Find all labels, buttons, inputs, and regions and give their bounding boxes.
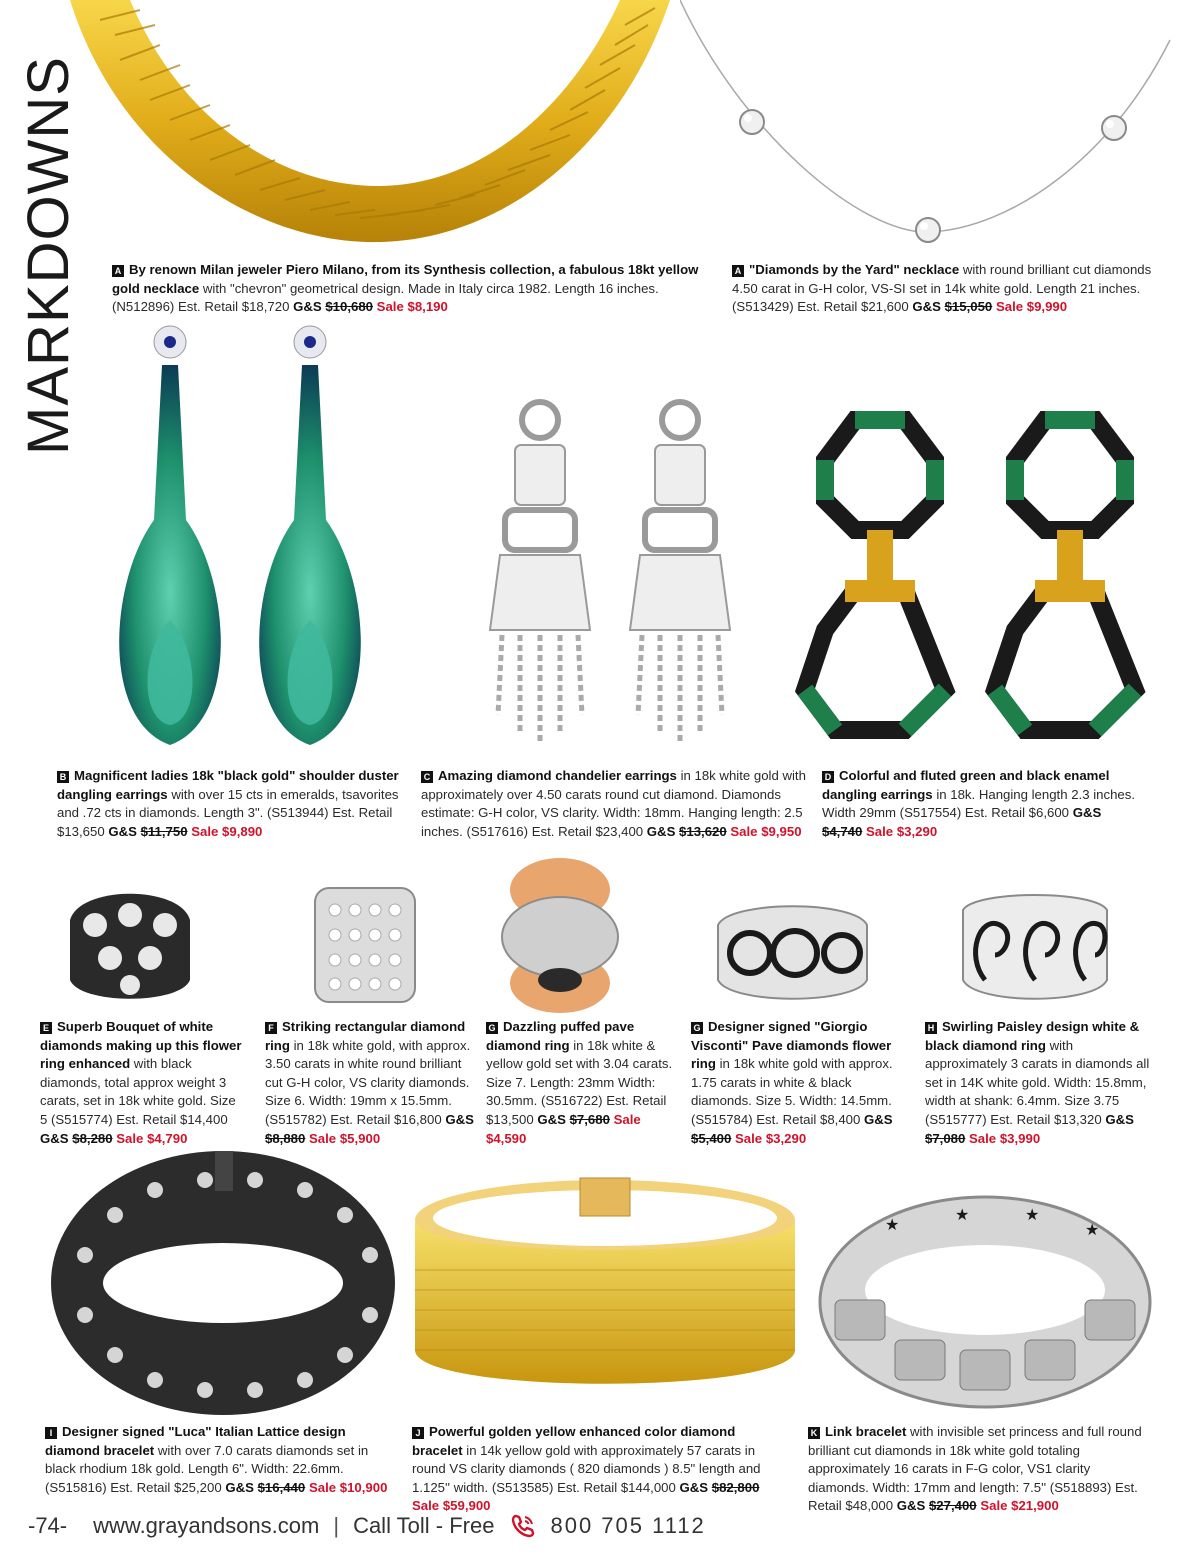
- gs-price: $5,400: [691, 1130, 732, 1146]
- caption-item-a1: [112, 261, 712, 317]
- sale-label: Sale: [116, 1130, 144, 1146]
- gold-chevron-necklace-image: [60, 0, 680, 250]
- sale-price: $3,290: [765, 1130, 807, 1146]
- sale-label: Sale: [376, 299, 404, 315]
- luca-lattice-bracelet-image: [45, 1145, 400, 1420]
- caption-letter: J: [412, 1427, 424, 1439]
- gs-label: G&S: [896, 1498, 926, 1514]
- caption-item-i: [45, 1423, 390, 1497]
- sale-price: $9,950: [761, 823, 802, 839]
- caption-letter: G: [486, 1022, 498, 1034]
- gs-label: G&S: [40, 1130, 69, 1146]
- sale-label: Sale: [995, 299, 1024, 315]
- call-toll-free-label: Call Toll - Free: [353, 1513, 495, 1538]
- gs-price: $10,680: [325, 299, 373, 315]
- gs-label: G&S: [646, 823, 676, 839]
- caption-letter: E: [40, 1022, 52, 1034]
- flower-ring-image: [60, 880, 200, 1010]
- sale-price: $3,990: [999, 1130, 1041, 1146]
- caption-desc: with approximately 3 carats in diamonds all set in 14K white gold. Width: 15.8mm, width at shank: 6.4mm. Size 3.75 (S515777) Est. Retail $13,320: [925, 1037, 1150, 1127]
- caption-name: Link bracelet: [825, 1424, 907, 1439]
- sale-label: Sale: [730, 823, 758, 839]
- caption-letter: I: [45, 1427, 57, 1439]
- caption-item-b: [57, 767, 402, 841]
- website-link[interactable]: www.grayandsons.com: [93, 1513, 320, 1538]
- caption-letter: H: [925, 1022, 937, 1034]
- phone-number[interactable]: 800 705 1112: [550, 1513, 706, 1538]
- rectangular-diamond-ring-image: [290, 880, 440, 1010]
- caption-desc: with invisible set princess and full round brilliant cut diamonds in 18k white gold totaling approximately 16 carats in F-G color, VS1 clarity diamonds. Width: 17mm and length: 7.5'' (S518893) Est. Retail $48,000: [808, 1424, 1142, 1514]
- gs-label: G&S: [864, 1111, 893, 1127]
- gs-label: G&S: [1105, 1111, 1134, 1127]
- caption-desc: with over 15 cts in emeralds, tsavorites and .72 cts in diamonds. Length 3". (S513944) Est. Retail $13,650: [57, 786, 399, 839]
- gs-price: $13,620: [679, 823, 727, 839]
- gs-label: G&S: [537, 1111, 566, 1127]
- caption-name: "Diamonds by the Yard" necklace: [749, 262, 960, 277]
- green-black-enamel-earrings-image: [795, 400, 1175, 760]
- caption-letter: F: [265, 1022, 277, 1034]
- puffed-pave-diamond-ring-image: [495, 855, 625, 1015]
- caption-desc: with "chevron" geometrical design. Made in Italy circa 1982. Length 16 inches. (N512896) Est. Retail $18,720: [112, 280, 659, 315]
- caption-letter: K: [808, 1427, 820, 1439]
- caption-letter: B: [57, 771, 69, 783]
- caption-desc: in 18k. Hanging length 2.3 inches. Width 29mm (S517554) Est. Retail $6,600: [822, 786, 1136, 821]
- sale-label: Sale: [309, 1130, 337, 1146]
- sale-label: Sale: [308, 1479, 337, 1495]
- sale-price: $21,900: [1011, 1498, 1059, 1514]
- gs-label: G&S: [1072, 805, 1102, 821]
- sale-price: $4,590: [486, 1130, 527, 1146]
- caption-desc: in 14k yellow gold with approximately 57 carats in round VS clarity diamonds ( 820 diamonds ) 8.5" length and 1.125'' width. (S513585) Est. Retail $144,000: [412, 1442, 761, 1495]
- caption-name: Colorful and fluted green and black enamel dangling earrings: [822, 768, 1110, 802]
- caption-name: By renown Milan jeweler Piero Milano, from its Synthesis collection, a fabulous 18kt yellow gold necklace: [112, 262, 699, 296]
- gs-price: $7,080: [925, 1130, 966, 1146]
- caption-desc: with round brilliant cut diamonds 4.50 carat in G-H color, VS-SI set in 14k white gold. Length 21 inches. (S513429) Est. Retail $21,600: [732, 262, 1152, 315]
- caption-item-d: [822, 767, 1142, 841]
- caption-item-h: [925, 1018, 1150, 1148]
- caption-name: Designer signed "Giorgio Visconti" Pave diamonds flower ring: [691, 1019, 892, 1072]
- sale-price: $59,900: [442, 1498, 491, 1514]
- caption-name: Striking rectangular diamond ring: [265, 1019, 466, 1053]
- caption-item-k: [808, 1423, 1153, 1516]
- caption-desc: in 18k white gold with approx. 1.75 carats in white & black diamonds. Size 5. Width: 14.5mm. (S515784) Est. Retail $8,400: [691, 1056, 893, 1127]
- caption-name: Magnificent ladies 18k "black gold" shoulder duster dangling earrings: [57, 768, 399, 802]
- caption-letter: C: [421, 771, 433, 783]
- sale-price: $5,900: [339, 1130, 381, 1146]
- sale-price: $3,290: [896, 823, 938, 839]
- sale-label: Sale: [866, 823, 894, 839]
- sale-price: $9,890: [222, 823, 263, 839]
- caption-item-j: [412, 1423, 787, 1516]
- sale-label: Sale: [980, 1498, 1008, 1514]
- caption-name: Swirling Paisley design white & black diamond ring: [925, 1019, 1140, 1053]
- caption-name: Designer signed "Luca" Italian Lattice design diamond bracelet: [45, 1424, 346, 1458]
- gs-price: $82,800: [711, 1479, 760, 1495]
- phone-icon: [510, 1513, 536, 1539]
- gs-price: $16,440: [257, 1479, 306, 1495]
- gs-price: $7,680: [569, 1111, 610, 1127]
- caption-name: Powerful golden yellow enhanced color diamond bracelet: [412, 1424, 736, 1458]
- gs-label: G&S: [293, 299, 322, 315]
- sale-label: Sale: [191, 823, 219, 839]
- paisley-ring-image: [955, 885, 1115, 1010]
- emerald-duster-earrings-image: [100, 320, 390, 760]
- caption-name: Amazing diamond chandelier earrings: [438, 768, 677, 783]
- gs-label: G&S: [108, 823, 137, 839]
- golden-yellow-diamond-bracelet-image: [410, 1160, 800, 1425]
- footer: [28, 1508, 706, 1544]
- caption-letter: G: [691, 1022, 703, 1034]
- sale-price: $8,190: [407, 299, 448, 315]
- gs-label: G&S: [225, 1479, 254, 1495]
- caption-letter: A: [112, 265, 124, 277]
- sale-label: Sale: [613, 1111, 641, 1127]
- gs-label: G&S: [679, 1479, 709, 1495]
- gs-label: G&S: [912, 299, 941, 315]
- caption-name: Superb Bouquet of white diamonds making up this flower ring enhanced: [40, 1019, 242, 1072]
- diamonds-by-the-yard-necklace-image: [680, 0, 1180, 250]
- caption-letter: D: [822, 771, 834, 783]
- gs-price: $8,280: [72, 1130, 113, 1146]
- sale-label: Sale: [735, 1130, 763, 1146]
- gs-price: $27,400: [928, 1498, 977, 1514]
- caption-name: Dazzling puffed pave diamond ring: [486, 1019, 635, 1053]
- svg-text:★: ★: [1025, 1207, 1040, 1224]
- caption-letter: A: [732, 265, 744, 277]
- svg-text:★: ★: [1085, 1222, 1100, 1239]
- sale-price: $4,790: [147, 1130, 188, 1146]
- svg-text:★: ★: [885, 1217, 900, 1234]
- footer-separator: |: [333, 1513, 340, 1538]
- sale-price: $9,990: [1026, 299, 1068, 315]
- caption-desc: in 18k white gold, with approx. 3.50 carats in white round brilliant cut G-H color, VS clarity diamonds. Size 6. Width: 19mm x 15.5mm. (S515782) Est. Retail $16,800: [265, 1037, 471, 1127]
- gs-price: $11,750: [140, 823, 188, 839]
- gs-label: G&S: [445, 1111, 474, 1127]
- diamond-chandelier-earrings-image: [460, 385, 760, 760]
- gs-price: $15,050: [944, 299, 993, 315]
- caption-item-g2: [691, 1018, 901, 1148]
- section-title-text: MARKDOWNS: [15, 55, 81, 455]
- svg-text:★: ★: [955, 1207, 970, 1224]
- sale-label: Sale: [412, 1498, 440, 1514]
- sale-label: Sale: [969, 1130, 997, 1146]
- caption-item-c: [421, 767, 806, 841]
- caption-desc: in 18k white & yellow gold set with 3.04 carats. Size 7. Length: 23mm Width: 30.5mm. (S516722) Est. Retail $13,500: [486, 1037, 673, 1127]
- caption-desc: with black diamonds, total approx weight 3 carats, set in 18k white gold. Size 5 (S515774) Est. Retail $14,400: [40, 1056, 236, 1127]
- link-bracelet-image: [815, 1190, 1155, 1415]
- caption-desc: in 18k white gold with approximately over 4.50 carats round cut diamond. Diamonds estimate: G-H color, VS clarity. Width: 18mm. Hanging length: 2.5 inches. (S517616) Est. Retail $23,400: [421, 768, 806, 839]
- caption-item-g1: [486, 1018, 681, 1148]
- gs-price: $8,880: [265, 1130, 306, 1146]
- caption-item-a2: [732, 261, 1172, 317]
- caption-item-e: [40, 1018, 245, 1148]
- caption-desc: with over 7.0 carats diamonds set in black rhodium 18k gold. Length 6". Width: 22.6mm. (S515816) Est. Retail $25,200: [45, 1442, 369, 1495]
- page-number: -74-: [28, 1513, 68, 1538]
- sale-price: $10,900: [339, 1479, 388, 1495]
- gs-price: $4,740: [822, 823, 863, 839]
- caption-item-f: [265, 1018, 475, 1148]
- visconti-flower-ring-image: [710, 895, 875, 1010]
